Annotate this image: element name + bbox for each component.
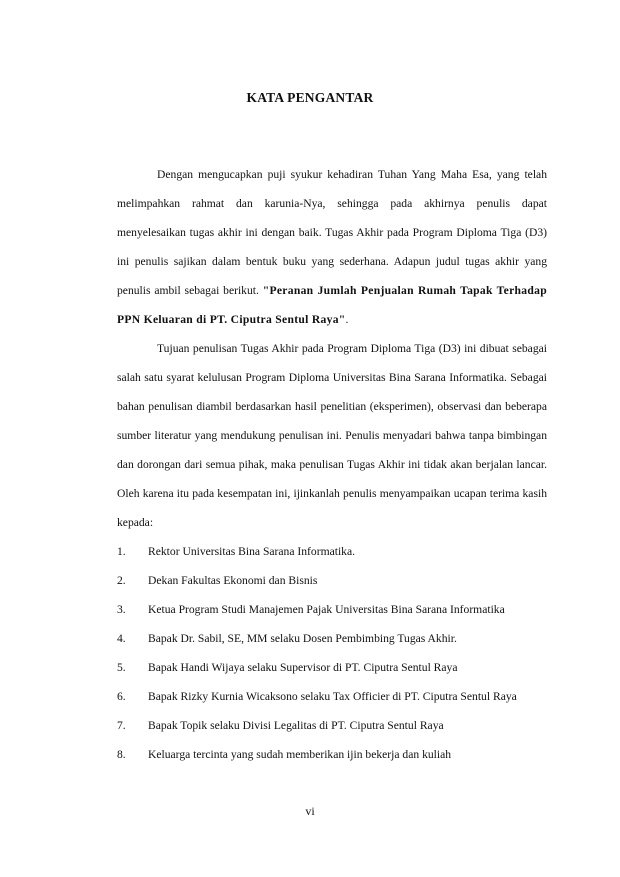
- list-item-text: Dekan Fakultas Ekonomi dan Bisnis: [148, 574, 318, 587]
- acknowledgement-list: [117, 537, 547, 769]
- list-item: [117, 537, 547, 566]
- list-item: [117, 740, 547, 769]
- list-item-number: 5.: [117, 661, 126, 674]
- list-item-text: Keluarga tercinta yang sudah memberikan ijin bekerja dan kuliah: [148, 748, 452, 761]
- page-title: KATA PENGANTAR: [246, 90, 374, 105]
- document-body: [117, 160, 547, 769]
- paragraph-intro-end: .: [345, 313, 349, 326]
- list-item-text: Rektor Universitas Bina Sarana Informatika.: [148, 545, 356, 558]
- list-item-number: 6.: [117, 690, 126, 703]
- list-item-number: 1.: [117, 545, 126, 558]
- list-item-number: 2.: [117, 574, 126, 587]
- list-item: [117, 682, 547, 711]
- paragraph-intro: [117, 160, 547, 334]
- list-item-number: 4.: [117, 632, 126, 645]
- list-item-number: 3.: [117, 603, 126, 616]
- list-item-number: 8.: [117, 748, 126, 761]
- list-item-text: Bapak Handi Wijaya selaku Supervisor di PT. Ciputra Sentul Raya: [148, 661, 458, 674]
- list-item: [117, 624, 547, 653]
- list-item-text: Bapak Rizky Kurnia Wicaksono selaku Tax Officier di PT. Ciputra Sentul Raya: [148, 690, 517, 703]
- list-item: [117, 711, 547, 740]
- list-item: [117, 595, 547, 624]
- list-item-text: Bapak Topik selaku Divisi Legalitas di PT. Ciputra Sentul Raya: [148, 719, 444, 732]
- list-item: [117, 653, 547, 682]
- list-item: [117, 566, 547, 595]
- list-item-text: Ketua Program Studi Manajemen Pajak Universitas Bina Sarana Informatika: [148, 603, 505, 616]
- list-item-text: Bapak Dr. Sabil, SE, MM selaku Dosen Pembimbing Tugas Akhir.: [148, 632, 457, 645]
- paragraph-purpose: Tujuan penulisan Tugas Akhir pada Program Diploma Tiga (D3) ini dibuat sebagai salah satu syarat kelulusan Program Diploma Universitas Bina Sarana Informatika. Sebagai bahan penulisan diambil berdasarkan hasil penelitian (eksperimen), observasi dan beberapa sumber literatur yang mendukung penulisan ini. Penulis menyadari bahwa tanpa bimbingan dan dorongan dari semua pihak, maka penulisan Tugas Akhir ini tidak akan berjalan lancar. Oleh karena itu pada kesempatan ini, ijinkanlah penulis menyampaikan ucapan terima kasih kepada:: [117, 342, 547, 529]
- thesis-title: "Peranan Jumlah Penjualan Rumah Tapak Terhadap PPN Keluaran di PT. Ciputra Sentul Raya": [117, 284, 547, 326]
- list-item-number: 7.: [117, 719, 126, 732]
- page-number: vi: [305, 804, 315, 818]
- paragraph-intro-text: Dengan mengucapkan puji syukur kehadiran Tuhan Yang Maha Esa, yang telah melimpahkan rahmat dan karunia-Nya, sehingga pada akhirnya penulis dapat menyelesaikan tugas akhir ini dengan baik. Tugas Akhir pada Program Diploma Tiga (D3) ini penulis sajikan dalam bentuk buku yang sederhana. Adapun judul tugas akhir yang penulis ambil sebagai berikut.: [117, 168, 547, 297]
